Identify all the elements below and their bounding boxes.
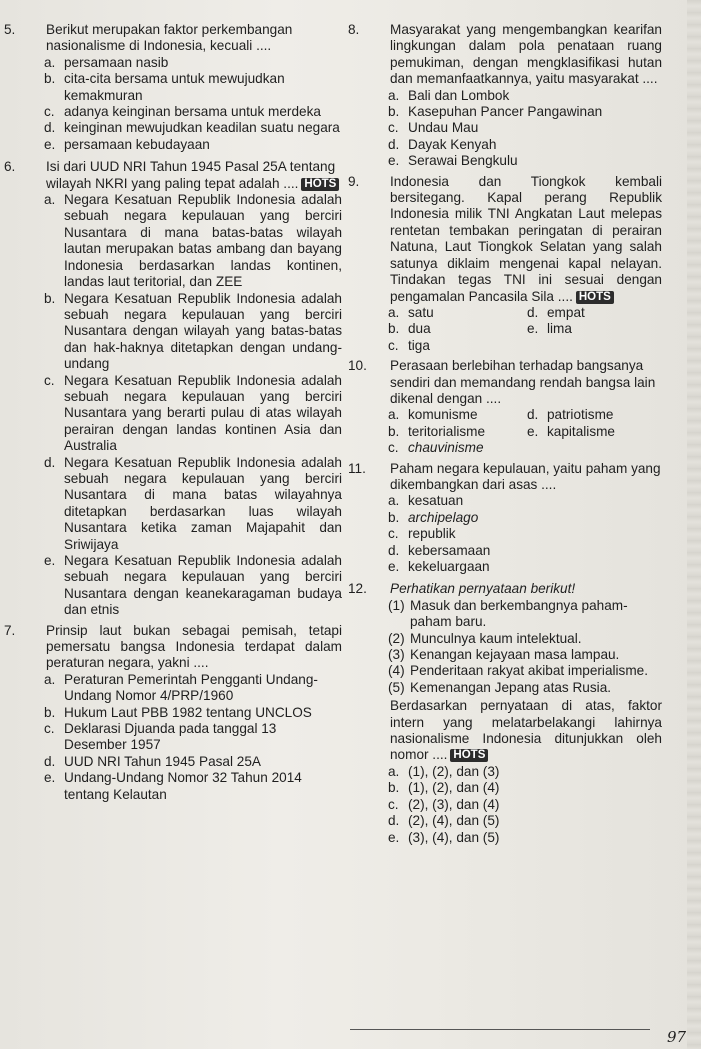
option: e. Negara Kesatuan Republik Indonesia adalah sebuah negara kepulauan yang berciri Nusantara dengan keanekaragaman budaya dan etnis [44, 553, 342, 618]
question-number: 6. [4, 159, 16, 175]
statement: (1) Masuk dan berkembangnya paham-paham baru. [388, 597, 628, 630]
hots-badge: HOTS [450, 749, 488, 762]
question-stem: Indonesia dan Tiongkok kembali bersitegang. Kapal perang Republik Indonesia milik TNI Angkatan Laut melepas rentetan tembakan peringatan di perairan Natuna, Laut Tiongkok Selatan yang salah satunya diklaim mengenai kapal nelayan. Tindakan tegas TNI ini sesuai dengan pengamalan Pancasila Sila .... HOTS [390, 173, 662, 304]
option: a. satu [388, 304, 434, 320]
question-stem: Prinsip laut bukan sebagai pemisah, tetapi pemersatu bangsa Indonesia terdapat dalam peraturan negara, yakni .... [46, 622, 342, 671]
option: a. persamaan nasib [44, 54, 169, 70]
option: d. keinginan mewujudkan keadilan suatu negara [44, 120, 340, 136]
option: d. Dayak Kenyah [388, 136, 497, 152]
question-stem: Masyarakat yang mengembangkan kearifan lingkungan dalam pola penataan ruang pemukiman, dengan mengklasifikasi hutan dan memanfaatkannya, yaitu masyarakat .... [390, 22, 662, 87]
question-5 [4, 22, 342, 153]
option: b. archipelago [388, 509, 479, 525]
option: b. dua [388, 321, 431, 337]
option: a. Peraturan Pemerintah Pengganti Undang-Undang Nomor 4/PRP/1960 [44, 671, 318, 704]
option: d. kebersamaan [388, 542, 491, 558]
option: d. Negara Kesatuan Republik Indonesia adalah sebuah negara kepulauan yang berciri Nusantara di mana batas wilayahnya ditetapkan berdasarkan luas wilayah Nusantara ketika zaman Majapahit dan Sriwijaya [44, 454, 342, 552]
option: c. Negara Kesatuan Republik Indonesia adalah sebuah negara kepulauan yang berciri Nusantara yang berarti pulau di atas wilayah perairan dengan landas kontinen Asia dan Australia [44, 372, 342, 454]
option: a. komunisme [388, 407, 478, 423]
question-stem: Paham negara kepulauan, yaitu paham yang dikembangkan dari asas .... [390, 460, 661, 492]
option: c. Undau Mau [388, 120, 479, 136]
statement: (5) Kemenangan Jepang atas Rusia. [388, 679, 612, 695]
question-number: 8. [348, 22, 360, 37]
question-followup: Berdasarkan pernyataan di atas, faktor intern yang melatarbelakangi lahirnya nasionalisme Indonesia ditunjukkan oleh nomor .... HOTS [390, 698, 662, 763]
option: a. Negara Kesatuan Republik Indonesia adalah sebuah negara kepulauan yang berciri Nusantara di mana batas-batas wilayah lautan merupakan batas ambang dan bayang Indonesia berdasarkan landas kontinen, landas laut teritorial, dan ZEE [44, 192, 342, 290]
option: d. empat [527, 304, 585, 320]
option: a. (1), (2), dan (3) [388, 763, 500, 779]
option: e. persamaan kebudayaan [44, 136, 210, 152]
option: c. (2), (3), dan (4) [388, 796, 500, 812]
option-grid [390, 305, 662, 354]
option: d. (2), (4), dan (5) [388, 813, 500, 829]
left-column [4, 22, 342, 806]
question-8 [348, 22, 662, 170]
question-stem: Perhatikan pernyataan berikut! [390, 581, 576, 597]
question-9 [348, 174, 662, 354]
hots-badge: HOTS [301, 178, 339, 191]
option: b. (1), (2), dan (4) [388, 780, 500, 796]
option: e. (3), (4), dan (5) [388, 829, 500, 845]
option: c. adanya keinginan bersama untuk merdeka [44, 104, 321, 120]
option: a. Bali dan Lombok [388, 87, 510, 103]
option: b. Hukum Laut PBB 1982 tentang UNCLOS [44, 704, 312, 720]
option: d. UUD NRI Tahun 1945 Pasal 25A [44, 753, 261, 769]
page-number: 97 [667, 1028, 687, 1046]
option: b. Kasepuhan Pancer Pangawinan [388, 104, 603, 120]
question-11 [348, 461, 662, 576]
option: c. Deklarasi Djuanda pada tanggal 13 Desember 1957 [44, 721, 277, 753]
option: e. lima [527, 321, 572, 337]
option: e. Undang-Undang Nomor 32 Tahun 2014 tentang Kelautan [44, 770, 302, 802]
question-stem: Perasaan berlebihan terhadap bangsanya sendiri dan memandang rendah bangsa lain dikenal dengan .... [390, 358, 656, 406]
right-column [348, 22, 662, 849]
option: b. cita-cita bersama untuk mewujudkan kemakmuran [44, 71, 285, 103]
option: c. republik [388, 526, 456, 542]
question-number: 9. [348, 173, 360, 189]
option: d. patriotisme [527, 407, 614, 423]
question-stem: Berikut merupakan faktor perkembangan nasionalisme di Indonesia, kecuali .... [46, 22, 293, 54]
option: b. Negara Kesatuan Republik Indonesia adalah sebuah negara kepulauan yang berciri Nusantara dengan wilayah yang batas-batas dan hak-haknya ditetapkan dengan undang-undang [44, 290, 342, 372]
question-number: 5. [4, 22, 16, 37]
question-6 [4, 159, 342, 618]
statement: (4) Penderitaan rakyat akibat imperialisme. [388, 663, 649, 679]
question-number: 12. [348, 581, 367, 597]
option: a. kesatuan [388, 493, 464, 509]
hots-badge: HOTS [576, 291, 614, 304]
statement: (3) Kenangan kejayaan masa lampau. [388, 647, 620, 663]
question-number: 10. [348, 358, 367, 374]
footer-rule [350, 1029, 650, 1030]
option: c. tiga [388, 337, 430, 353]
question-10 [348, 358, 662, 456]
question-number: 7. [4, 622, 16, 638]
option: e. Serawai Bengkulu [388, 153, 518, 169]
option: c. chauvinisme [388, 440, 484, 456]
question-number: 11. [348, 460, 366, 476]
question-7 [4, 623, 342, 803]
option: e. kapitalisme [527, 423, 615, 439]
option-grid [390, 407, 662, 456]
question-stem: Isi dari UUD NRI Tahun 1945 Pasal 25A tentang wilayah NKRI yang paling tepat adalah .... HOTS [46, 159, 342, 192]
statement: (2) Munculnya kaum intelektual. [388, 630, 582, 646]
option: b. teritorialisme [388, 423, 486, 439]
question-12 [348, 581, 662, 846]
page-edge [687, 0, 701, 1049]
option: e. kekeluargaan [388, 559, 490, 574]
